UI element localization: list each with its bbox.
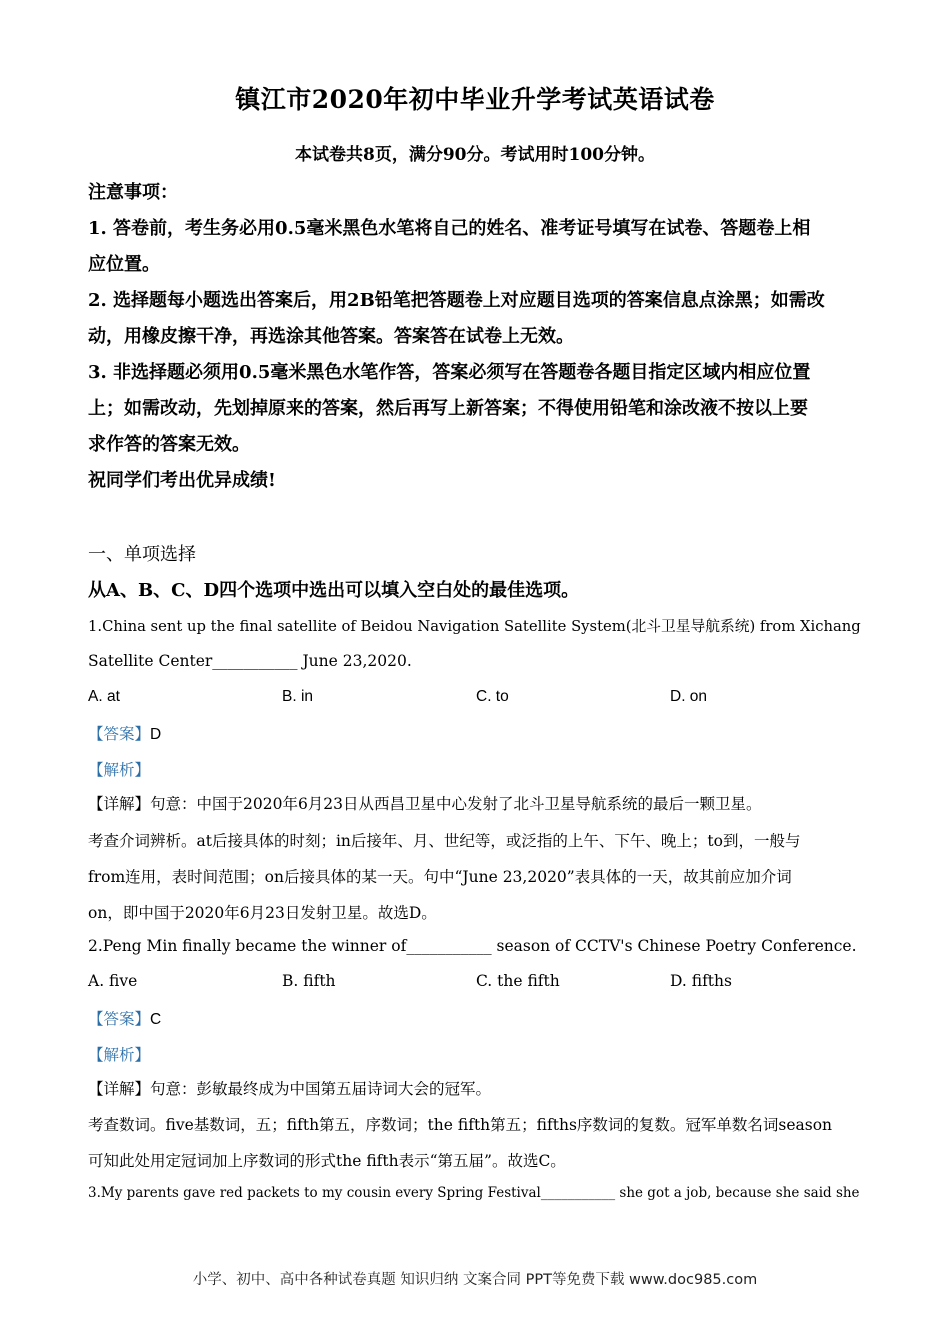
notes-heading: 注意事项： — [88, 182, 178, 203]
notes-line: 1. 答卷前，考生务必用0.5毫米黑色水笔将自己的姓名、准考证号填写在试卷、答题卷上相 — [88, 218, 811, 239]
exam-subtitle: 本试卷共8页，满分90分。考试用时100分钟。 — [295, 145, 655, 165]
question-1-analysis-tag: 【解析】 — [88, 761, 151, 779]
notes-line: 应位置。 — [88, 254, 160, 275]
page-footer: 小学、初中、高中各种试卷真题 知识归纳 文案合同 PPT等免费下载 www.doc985.com — [192, 1272, 758, 1288]
question-1-answer — [88, 722, 161, 744]
section-instruction: 从A、B、C、D四个选项中选出可以填入空白处的最佳选项。 — [88, 580, 580, 601]
section-heading: 一、单项选择 — [88, 544, 196, 565]
exam-title: 镇江市2020年初中毕业升学考试英语试卷 — [235, 85, 715, 114]
question-1-detail: on，即中国于2020年6月23日发射卫星。故选D。 — [88, 904, 437, 922]
question-1-detail: from连用，表时间范围；on后接具体的某一天。句中“June 23,2020”表具体的一天，故其前应加介词 — [88, 868, 792, 886]
question-2-detail: 可知此处用定冠词加上序数词的形式the fifth表示“第五届”。故选C。 — [88, 1152, 566, 1170]
question-2-option-d: D. fifths — [670, 972, 732, 990]
notes-line: 求作答的答案无效。 — [88, 434, 250, 455]
question-2-option-b: B. fifth — [282, 972, 336, 990]
answer-tag: 【答案】 — [88, 725, 151, 743]
notes-line: 动，用橡皮擦干净，再选涂其他答案。答案答在试卷上无效。 — [88, 326, 574, 347]
question-3-stem: 3.My parents gave red packets to my cousin every Spring Festival___________ she got a job, because she said she — [88, 1185, 860, 1201]
notes-line: 3. 非选择题必须用0.5毫米黑色水笔作答，答案必须写在答题卷各题目指定区域内相应位置 — [88, 362, 811, 383]
question-1-detail: 考查介词辨析。at后接具体的时刻；in后接年、月、世纪等，或泛指的上午、下午、晚上；to到，一般与 — [88, 832, 801, 850]
notes-line: 祝同学们考出优异成绩! — [88, 470, 276, 491]
question-2-analysis-tag: 【解析】 — [88, 1046, 151, 1064]
question-1-option-a: A. at — [88, 688, 120, 705]
answer-value: D — [150, 726, 162, 743]
question-2-detail: 考查数词。five基数词，五；fifth第五，序数词；the fifth第五；fifths序数词的复数。冠军单数名词season — [88, 1116, 833, 1134]
question-2-stem: 2.Peng Min finally became the winner of___________ season of CCTV's Chinese Poetry Conference. — [88, 937, 857, 955]
question-1-stem: Satellite Center___________ June 23,2020. — [88, 652, 412, 670]
answer-tag: 【答案】 — [88, 1010, 151, 1028]
notes-line: 2. 选择题每小题选出答案后，用2B铅笔把答题卷上对应题目选项的答案信息点涂黑；如需改 — [88, 290, 825, 311]
question-1-option-c: C. to — [476, 688, 509, 705]
notes-block — [88, 175, 863, 499]
notes-line: 上；如需改动，先划掉原来的答案，然后再写上新答案；不得使用铅笔和涂改液不按以上要 — [88, 398, 808, 419]
answer-value: C — [150, 1011, 162, 1028]
question-1-stem: 1.China sent up the final satellite of Beidou Navigation Satellite System(北斗卫星导航系统) from Xichang — [88, 618, 861, 635]
question-1-option-b: B. in — [282, 688, 314, 705]
question-1-detail: 【详解】句意：中国于2020年6月23日从西昌卫星中心发射了北斗卫星导航系统的最后一颗卫星。 — [88, 795, 762, 813]
question-2-answer — [88, 1007, 161, 1029]
question-1-option-d: D. on — [670, 688, 708, 705]
question-2-detail: 【详解】句意：彭敏最终成为中国第五届诗词大会的冠军。 — [88, 1080, 492, 1098]
question-2-option-a: A. five — [88, 972, 138, 990]
question-2-option-c: C. the fifth — [476, 972, 560, 990]
